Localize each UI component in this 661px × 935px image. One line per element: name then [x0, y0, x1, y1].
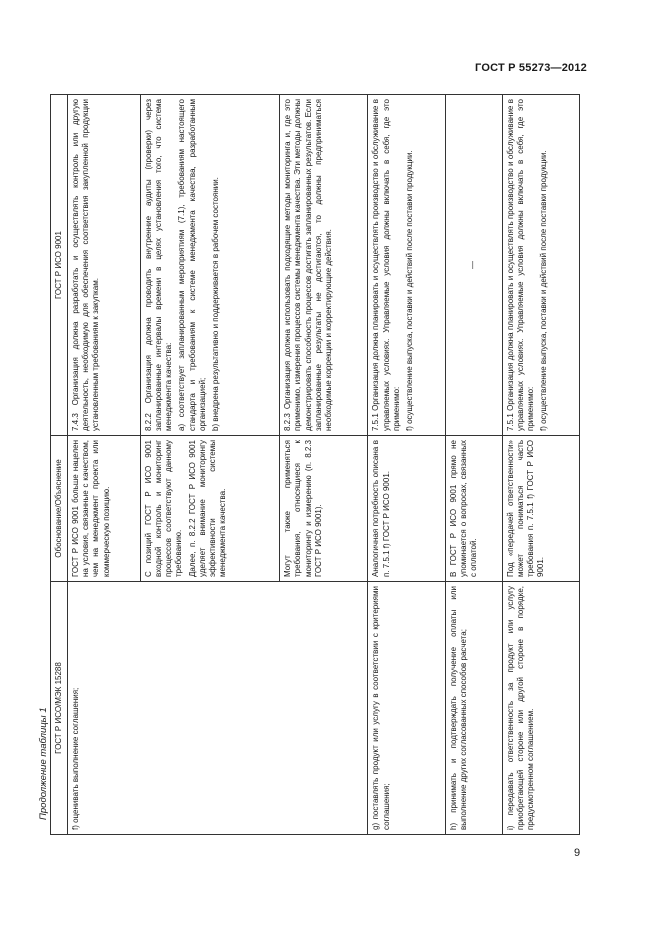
cell-text: 7.5.1 Организация должна планировать и осуществлять производство и обслуживание в управляемых условиях. Управляемые условия должны включать в себя, где это применимо:	[371, 99, 401, 431]
table-row	[368, 95, 445, 835]
table-caption: Продолжение таблицы 1	[38, 707, 49, 820]
iso-9001-cell	[502, 95, 579, 436]
justification-cell	[68, 436, 141, 582]
cell-text: ГОСТ Р ИСО 9001 больше нацелен на условия, связанные с качеством, чем на менеджмент проекта или коммерческую позицию.	[71, 440, 111, 577]
cell-text: Могут также применяться требования, относящиеся к мониторингу и измерению (п. 8.2.3 ГОСТ Р ИСО 9001).	[283, 440, 323, 577]
column-header: Обоснование/Объяснение	[51, 436, 68, 582]
cell-text: Под «передачей ответственности» может пониматься часть требования п. 7.5.1 f) ГОСТ Р ИСО 9001.	[505, 440, 546, 577]
iso-9001-cell	[445, 95, 502, 436]
comparison-table	[50, 94, 580, 835]
cell-text: i) передавать ответственность за продукт или услугу приобретающей стороне или другой стороне в порядке, предусмотренном соглашением.	[505, 586, 536, 830]
justification-cell	[368, 436, 445, 582]
iso-9001-cell	[140, 95, 279, 436]
cell-text: 8.2.2 Организация должна проводить внутренние аудиты (проверки) через запланированные интервалы времени в целях установления того, что система менеджмента качества:	[143, 99, 174, 431]
cell-text: g) поставлять продукт или услугу в соответствии с критериями соглашения;	[371, 586, 391, 830]
iso-9001-cell	[280, 95, 368, 436]
rotated-table-container	[50, 95, 580, 835]
cell-text: f) осуществление выпуска, поставки и действий после поставки продукции.	[404, 150, 414, 431]
cell-text: h) принимать и подтверждать получение оплаты или выполнение других согласованных способов расчета;	[448, 586, 468, 830]
cell-text: Далее, п. 8.2.2 ГОСТ Р ИСО 9001 уделяет внимание мониторингу эффективности системы менеджмента качества.	[187, 440, 228, 577]
column-header: ГОСТ Р ИСО 9001	[51, 95, 68, 436]
justification-cell	[502, 436, 579, 582]
justification-cell	[445, 436, 502, 582]
table-row	[502, 95, 579, 835]
cell-text: f) оценивать выполнение соглашения;	[71, 687, 80, 830]
page-number: 9	[574, 847, 581, 859]
cell-text: 8.2.3 Организация должна использовать подходящие методы мониторинга и, где это применимо, измерения процессов системы менеджмента качества. Эти методы должны демонстрировать способность процессов достигать запланированных результатов. Если запланированные результаты не достигаются, то должны предприниматься необходимые коррекции и корректирующие действия.	[283, 99, 333, 431]
justification-cell	[280, 436, 368, 582]
document-standard-header: ГОСТ Р 55273—2012	[475, 62, 587, 74]
iso-9001-cell	[68, 95, 141, 436]
requirement-cell	[502, 582, 579, 835]
cell-text: b) внедрена результативно и поддерживается в рабочем состоянии.	[211, 177, 221, 431]
cell-text: 7.4.3 Организация должна разработать и осуществлять контроль или другую деятельность, необходимую для обеспечения соответствия закупленной продукции установленным требованиям к закупкам.	[71, 99, 101, 431]
iso-9001-cell	[368, 95, 445, 436]
table-row	[445, 95, 502, 835]
cell-text: a) соответствует запланированным мероприятиям (7.1), требованиям настоящего стандарта и требованиям к системе менеджмента качества, разработанным организацией;	[177, 99, 207, 431]
cell-text: В ГОСТ Р ИСО 9001 прямо не упоминается о вопросах, связанных с оплатой.	[448, 440, 478, 577]
cell-text: f) осуществление выпуска, поставки и действий после поставки продукции.	[539, 150, 549, 431]
column-header: ГОСТ Р ИСО/МЭК 15288	[51, 582, 68, 835]
requirement-cell	[445, 582, 502, 835]
cell-text: 7.5.1 Организация должна планировать и осуществлять производство и обслуживание в управляемых условиях. Управляемые условия должны включать в себя, где это применимо:	[505, 99, 536, 431]
dash-placeholder: —	[468, 261, 478, 269]
table-header-row	[51, 95, 68, 835]
requirement-cell	[68, 582, 368, 835]
cell-text: Аналогичная потребность описана в п. 7.5.1 f) ГОСТ Р ИСО 9001.	[371, 440, 391, 577]
cell-text: С позиций ГОСТ Р ИСО 9001 входной контроль и мониторинг процессов соответствуют данному требованию.	[143, 440, 184, 577]
requirement-cell	[368, 582, 445, 835]
table-row	[68, 95, 141, 835]
justification-cell	[140, 436, 279, 582]
